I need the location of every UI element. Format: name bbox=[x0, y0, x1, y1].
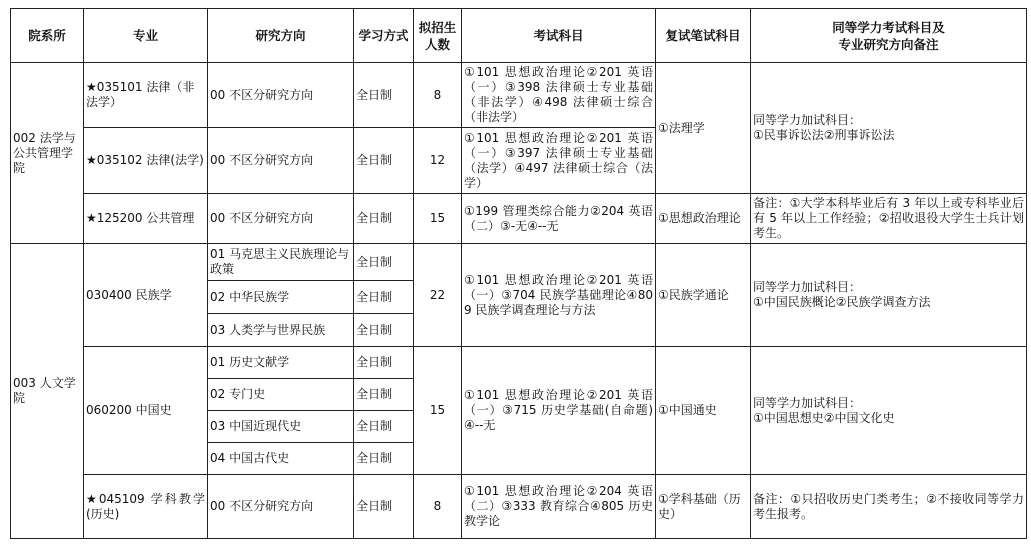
major-cell: ★045109 学科教学(历史) bbox=[84, 475, 208, 539]
mode-cell: 全日制 bbox=[354, 63, 414, 128]
quota-cell: 15 bbox=[414, 194, 462, 244]
direction-cell: 01 马克思主义民族理论与政策 bbox=[208, 244, 354, 281]
mode-cell: 全日制 bbox=[354, 128, 414, 194]
direction-cell: 00 不区分研究方向 bbox=[208, 63, 354, 128]
major-cell: ★035101 法律（非法学） bbox=[84, 63, 208, 128]
quota-cell: 12 bbox=[414, 128, 462, 194]
header-remark bbox=[751, 9, 1027, 63]
direction-cell: 01 历史文献学 bbox=[208, 347, 354, 379]
table-row bbox=[11, 347, 1027, 379]
mode-cell: 全日制 bbox=[354, 314, 414, 347]
remark-line: 同等学力加试科目： bbox=[753, 280, 862, 294]
remark-line: 同等学力加试科目： bbox=[753, 113, 862, 127]
header-quota-line2: 人数 bbox=[424, 36, 450, 52]
header-exam: 考试科目 bbox=[462, 9, 656, 63]
remark-line: 同等学力加试科目： bbox=[753, 395, 862, 410]
remark-line: ①民事诉讼法②刑事诉讼法 bbox=[753, 128, 895, 142]
remark-line: ①中国思想史②中国文化史 bbox=[753, 410, 895, 425]
header-quota-line1: 拟招生 bbox=[418, 19, 457, 35]
table-row bbox=[11, 244, 1027, 281]
quota-cell: 15 bbox=[414, 347, 462, 475]
header-retest: 复试笔试科目 bbox=[656, 9, 751, 63]
dept-cell: 003 人文学院 bbox=[11, 244, 84, 539]
major-cell: ★125200 公共管理 bbox=[84, 194, 208, 244]
remark-cell bbox=[751, 347, 1027, 475]
table-row bbox=[11, 63, 1027, 128]
direction-cell: 03 中国近现代史 bbox=[208, 411, 354, 443]
exam-cell: ①101 思想政治理论②201 英语（一）③397 法律硕士专业基础（法学）④497 法律硕士综合（法学） bbox=[462, 128, 656, 194]
header-dept: 院系所 bbox=[11, 9, 84, 63]
remark-cell: 备注：①大学本科毕业后有 3 年以上或专科毕业后有 5 年以上工作经验；②招收退役大学生士兵计划考生。 bbox=[751, 194, 1027, 244]
direction-cell: 00 不区分研究方向 bbox=[208, 475, 354, 539]
exam-cell: ①101 思想政治理论②201 英语（一）③704 民族学基础理论④809 民族学调查理论与方法 bbox=[462, 244, 656, 347]
retest-cell: ①学科基础（历史） bbox=[656, 475, 751, 539]
header-quota bbox=[414, 9, 462, 63]
mode-cell: 全日制 bbox=[354, 475, 414, 539]
mode-cell: 全日制 bbox=[354, 244, 414, 281]
admission-table-container bbox=[10, 8, 1027, 539]
direction-cell: 00 不区分研究方向 bbox=[208, 128, 354, 194]
remark-cell bbox=[751, 244, 1027, 347]
mode-cell: 全日制 bbox=[354, 347, 414, 379]
exam-cell: ①199 管理类综合能力②204 英语（二）③-无④--无 bbox=[462, 194, 656, 244]
major-cell: 030400 民族学 bbox=[84, 244, 208, 347]
direction-cell: 02 中华民族学 bbox=[208, 281, 354, 314]
remark-cell bbox=[751, 63, 1027, 194]
table-row bbox=[11, 194, 1027, 244]
header-direction: 研究方向 bbox=[208, 9, 354, 63]
exam-cell: ①101 思想政治理论②201 英语（一）③715 历史学基础(自命题)④--无 bbox=[462, 347, 656, 475]
remark-cell: 备注：①只招收历史门类考生；②不接收同等学力考生报考。 bbox=[751, 475, 1027, 539]
direction-cell: 00 不区分研究方向 bbox=[208, 194, 354, 244]
table-row bbox=[11, 475, 1027, 539]
header-remark-line1: 同等学力考试科目及 bbox=[832, 19, 945, 35]
quota-cell: 8 bbox=[414, 475, 462, 539]
mode-cell: 全日制 bbox=[354, 443, 414, 475]
quota-cell: 22 bbox=[414, 244, 462, 347]
direction-cell: 03 人类学与世界民族 bbox=[208, 314, 354, 347]
retest-cell: ①法理学 bbox=[656, 63, 751, 194]
retest-cell: ①思想政治理论 bbox=[656, 194, 751, 244]
header-major: 专业 bbox=[84, 9, 208, 63]
mode-cell: 全日制 bbox=[354, 379, 414, 411]
direction-cell: 04 中国古代史 bbox=[208, 443, 354, 475]
retest-cell: ①民族学通论 bbox=[656, 244, 751, 347]
header-remark-line2: 专业研究方向备注 bbox=[838, 36, 939, 52]
mode-cell: 全日制 bbox=[354, 281, 414, 314]
mode-cell: 全日制 bbox=[354, 411, 414, 443]
header-row bbox=[11, 9, 1027, 63]
exam-cell: ①101 思想政治理论②204 英语（二）③333 教育综合④805 历史教学论 bbox=[462, 475, 656, 539]
admission-table bbox=[10, 8, 1027, 539]
major-cell: 060200 中国史 bbox=[84, 347, 208, 475]
dept-cell: 002 法学与公共管理学院 bbox=[11, 63, 84, 244]
mode-cell: 全日制 bbox=[354, 194, 414, 244]
remark-line: ①中国民族概论②民族学调查方法 bbox=[753, 295, 931, 309]
major-cell: ★035102 法律(法学) bbox=[84, 128, 208, 194]
direction-cell: 02 专门史 bbox=[208, 379, 354, 411]
header-mode: 学习方式 bbox=[354, 9, 414, 63]
exam-cell: ①101 思想政治理论②201 英语（一）③398 法律硕士专业基础（非法学）④498 法律硕士综合（非法学） bbox=[462, 63, 656, 128]
retest-cell: ①中国通史 bbox=[656, 347, 751, 475]
quota-cell: 8 bbox=[414, 63, 462, 128]
